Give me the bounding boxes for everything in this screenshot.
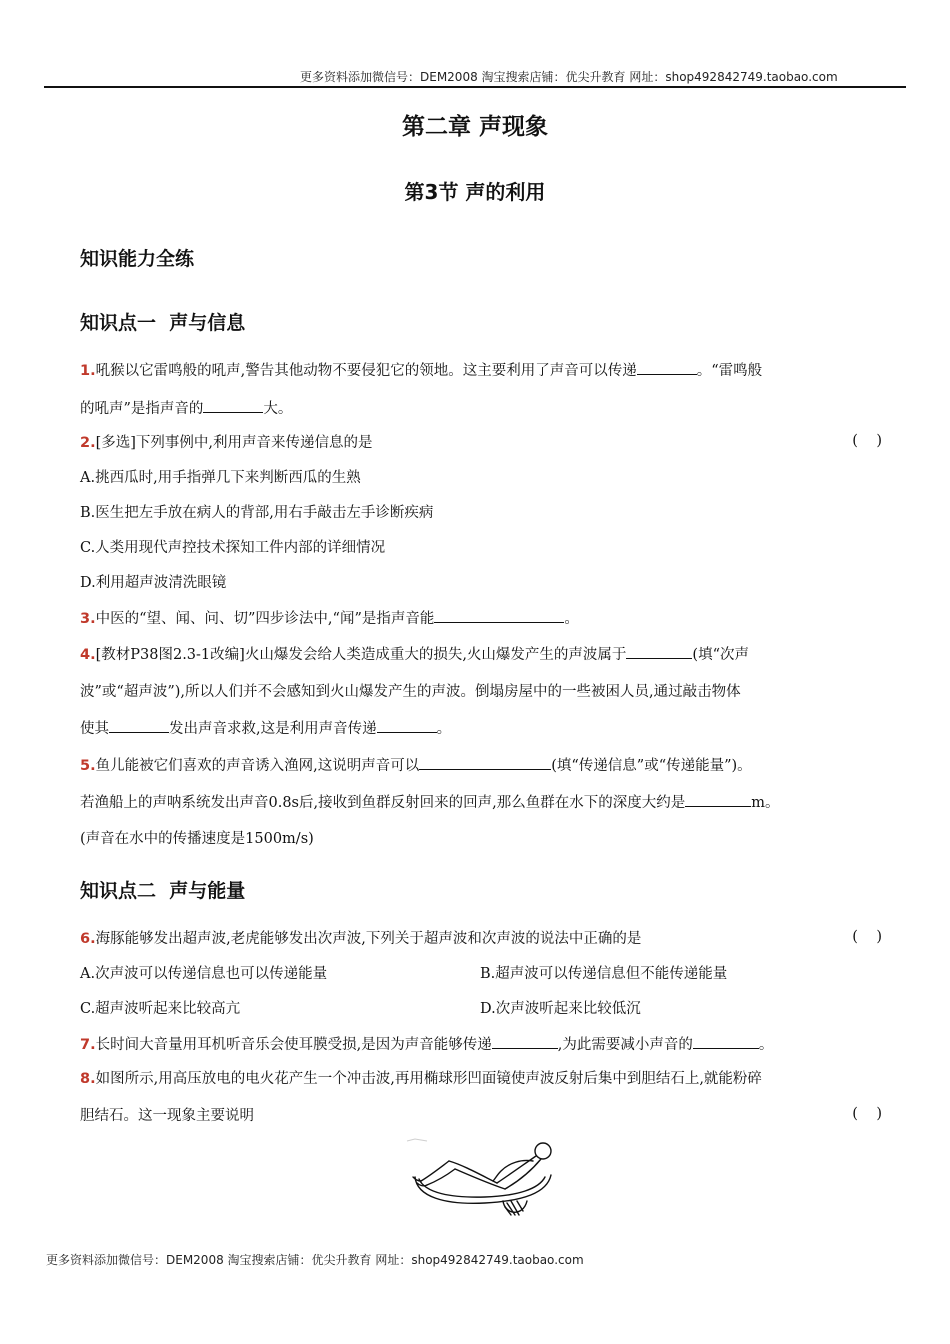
question-1-line-2 (80, 398, 292, 419)
question-text: 若渔船上的声呐系统发出声音0.8s后,接收到鱼群反射回来的回声,那么鱼群在水下的深度大约是 (80, 795, 686, 811)
question-3 (80, 608, 579, 629)
answer-blank[interactable] (693, 1034, 759, 1049)
question-4-line-3 (80, 718, 451, 739)
question-5-line-3: (声音在水中的传播速度是1500m/s) (80, 831, 314, 847)
answer-blank[interactable] (492, 1034, 558, 1049)
question-text: 。 (758, 1037, 774, 1053)
question-number: 2. (80, 435, 96, 451)
answer-blank[interactable] (626, 644, 692, 659)
answer-bracket[interactable]: ( ) (852, 1106, 882, 1122)
question-4-line-2: 波”或“超声波”),所以人们并不会感知到火山爆发产生的声波。倒塌房屋中的一些被困人员,通过敲击物体 (80, 684, 741, 700)
chapter-title: 第二章 声现象 (401, 114, 548, 140)
head (535, 1143, 551, 1159)
option-b: B.医生把左手放在病人的背部,用右手敲击左手诊断疾病 (80, 505, 434, 521)
option-c: C.人类用现代声控技术探知工件内部的详细情况 (80, 540, 386, 556)
question-text: 使其 (80, 721, 109, 737)
question-text: 吼猴以它雷鸣般的吼声,警告其他动物不要侵犯它的领地。这主要利用了声音可以传递 (95, 363, 637, 379)
option-a: A.挑西瓜时,用手指弹几下来判断西瓜的生熟 (80, 470, 361, 486)
question-number: 5. (80, 758, 96, 774)
question-text: 发出声音求救,这是利用声音传递 (169, 721, 377, 737)
question-text: [多选]下列事例中,利用声音来传递信息的是 (95, 435, 373, 451)
question-text: (填“传递信息”或“传递能量”)。 (551, 758, 752, 774)
question-number: 1. (80, 363, 96, 379)
question-text: 的吼声”是指声音的 (80, 401, 204, 417)
option-d: D.利用超声波清洗眼镜 (80, 575, 227, 591)
question-number: 4. (80, 647, 96, 663)
header-divider (44, 86, 906, 88)
question-text: 中医的“望、闻、问、切”四步诊法中,“闻”是指声音能 (95, 611, 435, 627)
answer-bracket[interactable]: ( ) (852, 929, 882, 945)
option-a: A.次声波可以传递信息也可以传递能量 (80, 966, 328, 982)
question-number: 3. (80, 611, 96, 627)
question-7 (80, 1034, 773, 1055)
question-number: 7. (80, 1037, 96, 1053)
answer-blank[interactable] (419, 755, 551, 770)
part-title: 知识能力全练 (80, 248, 195, 270)
knowledge-point-2: 知识点二 声与能量 (80, 880, 246, 902)
answer-blank[interactable] (377, 718, 437, 733)
question-text: 鱼儿能被它们喜欢的声音诱入渔网,这说明声音可以 (95, 758, 420, 774)
question-5-line-1 (80, 755, 752, 776)
answer-blank[interactable] (685, 792, 751, 807)
question-text: (填“次声 (692, 647, 749, 663)
question-number: 8. (80, 1071, 96, 1087)
question-text: [教材P38图2.3-1改编]火山爆发会给人类造成重大的损失,火山爆发产生的声波属于 (95, 647, 627, 663)
question-text: ,为此需要减小声音的 (557, 1037, 693, 1053)
question-text: 。 (436, 721, 452, 737)
question-number: 6. (80, 931, 96, 947)
question-8-line-2: 胆结石。这一现象主要说明 (80, 1108, 254, 1124)
question-text: 海豚能够发出超声波,老虎能够发出次声波,下列关于超声波和次声波的说法中正确的是 (95, 931, 642, 947)
knowledge-point-1: 知识点一 声与信息 (80, 312, 246, 334)
option-d: D.次声波听起来比较低沉 (480, 1001, 641, 1017)
page-header: 更多资料添加微信号：DEM2008 淘宝搜索店铺：优尖升教育 网址：shop492842749.taobao.com (300, 70, 838, 84)
question-text: 。“雷鸣般 (696, 363, 763, 379)
answer-blank[interactable] (109, 718, 169, 733)
question-text: 长时间大音量用耳机听音乐会使耳膜受损,是因为声音能够传递 (95, 1037, 492, 1053)
question-4-line-1 (80, 644, 749, 665)
option-c: C.超声波听起来比较高亢 (80, 1001, 241, 1017)
answer-blank[interactable] (637, 360, 697, 375)
question-text: 如图所示,用高压放电的电火花产生一个冲击波,再用椭球形凹面镜使声波反射后集中到胆结石上,就能粉碎 (95, 1071, 762, 1087)
answer-blank[interactable] (203, 398, 263, 413)
question-6-stem (80, 929, 641, 949)
question-text: 大。 (263, 401, 293, 417)
option-b: B.超声波可以传递信息但不能传递能量 (480, 966, 728, 982)
question-text: 。 (564, 611, 579, 627)
page-footer: 更多资料添加微信号：DEM2008 淘宝搜索店铺：优尖升教育 网址：shop492842749.taobao.com (46, 1253, 584, 1267)
section-title: 第3节 声的利用 (404, 180, 546, 204)
question-5-line-2 (80, 792, 779, 813)
answer-bracket[interactable]: ( ) (852, 433, 882, 449)
answer-blank[interactable] (434, 608, 564, 623)
question-2-stem (80, 433, 373, 453)
question-8-line-1 (80, 1069, 762, 1089)
question-1-line-1 (80, 360, 762, 381)
question-text: m。 (751, 795, 780, 811)
lithotripsy-figure (405, 1135, 565, 1225)
